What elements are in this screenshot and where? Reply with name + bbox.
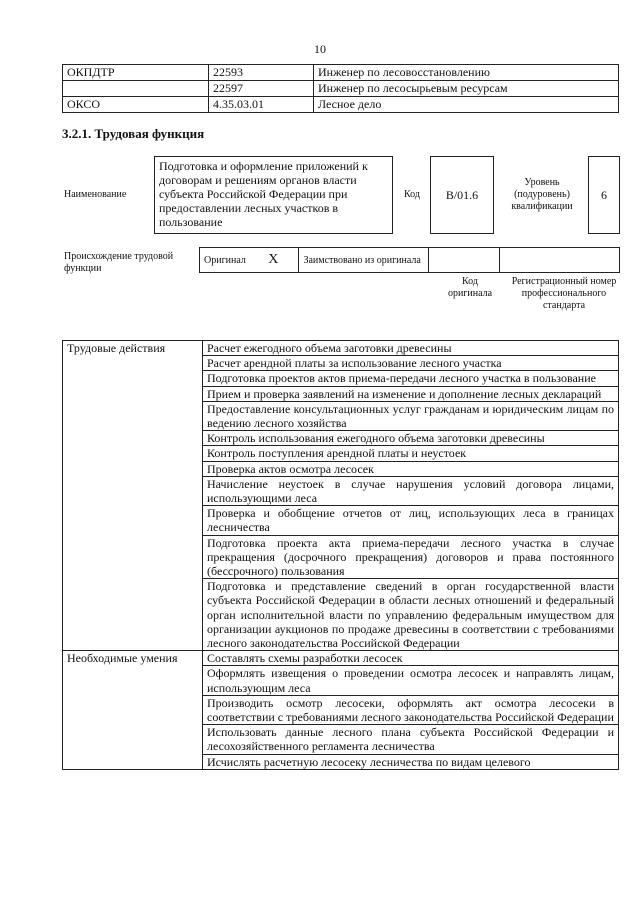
name-label: Наименование [64, 189, 127, 200]
list-item: Предоставление консультационных услуг гражданам и юридическим лицам по ведению лесного хозяйства [203, 401, 619, 430]
code-cell: 22597 [209, 81, 314, 97]
code-cell: 4.35.03.01 [209, 97, 314, 113]
list-item: Оформлять извещения о проведении осмотра лесосек и направлять лицам, использующим леса [203, 666, 619, 695]
original-label: Оригинал [200, 248, 265, 273]
function-details-table [62, 340, 619, 770]
origin-table [199, 247, 620, 273]
list-item: Проверка и обобщение отчетов от лиц, использующих леса в границах лесничества [203, 506, 619, 535]
list-item: Подготовка проектов актов приема-передачи лесного участка в пользование [203, 371, 619, 386]
code-name-cell: Инженер по лесосырьевым ресурсам [314, 81, 619, 97]
code-name-cell: Инженер по лесовосстановлению [314, 65, 619, 81]
codes-row [63, 81, 619, 97]
list-item: Начисление неустоек в случае нарушения условий договора лицами, использующими леса [203, 476, 619, 505]
code-type-cell: ОКПДТР [63, 65, 209, 81]
table-row [63, 341, 619, 356]
code-type-cell [63, 81, 209, 97]
section-heading: Необходимые умения [63, 651, 203, 770]
function-code [430, 156, 494, 234]
page-number: 10 [314, 42, 326, 56]
reg-number-label: Регистрационный номер профессионального стандарта [511, 276, 617, 311]
list-item: Проверка актов осмотра лесосек [203, 461, 619, 476]
reg-number-cell [500, 248, 620, 273]
list-item: Контроль использования ежегодного объема заготовки древесины [203, 431, 619, 446]
code-original-cell [429, 248, 500, 273]
codes-table [62, 64, 619, 113]
code-type-cell: ОКСО [63, 97, 209, 113]
list-item: Подготовка проекта акта приема-передачи лесного участка в случае прекращения (досрочного прекращения) договоров и права постоянного (бессрочного) пользования [203, 535, 619, 579]
code-original-label: Код оригинала [447, 276, 493, 299]
list-item: Контроль поступления арендной платы и неустоек [203, 446, 619, 461]
list-item: Расчет арендной платы за использование лесного участка [203, 356, 619, 371]
function-name: Подготовка и оформление приложений к договорам и решениям органов власти субъекта Российской Федерации при предоставлении лесных участков в пользование [154, 156, 393, 234]
section-heading: Трудовые действия [63, 341, 203, 651]
borrowed-label: Заимствовано из оригинала [299, 248, 429, 273]
origin-label: Происхождение трудовой функции [64, 251, 174, 274]
code-label: Код [404, 189, 420, 200]
function-code-value: B/01.6 [445, 187, 479, 202]
section-title: 3.2.1. Трудовая функция [62, 126, 205, 141]
codes-row [63, 65, 619, 81]
function-level [588, 156, 620, 234]
function-level-value: 6 [601, 187, 607, 202]
list-item: Расчет ежегодного объема заготовки древесины [203, 341, 619, 356]
list-item: Прием и проверка заявлений на изменение и дополнение лесных деклараций [203, 386, 619, 401]
original-mark: X [264, 248, 299, 273]
code-cell: 22593 [209, 65, 314, 81]
codes-row [63, 97, 619, 113]
list-item: Производить осмотр лесосеки, оформлять акт осмотра лесосеки в соответствии с требованиями лесного законодательства Российской Федерации [203, 695, 619, 724]
list-item: Подготовка и представление сведений в орган государственной власти субъекта Российской Федерации в области лесных отношений и федеральный орган исполнительной власти по управлению федеральным имуществом для организации аукционов по продаже древесины в соответствии с требованиями лесного законодательства Российской Федерации [203, 579, 619, 651]
list-item: Составлять схемы разработки лесосек [203, 651, 619, 666]
list-item: Использовать данные лесного плана субъекта Российской Федерации и лесохозяйственного регламента лесничества [203, 725, 619, 754]
code-name-cell: Лесное дело [314, 97, 619, 113]
table-row [63, 651, 619, 666]
list-item: Исчислять расчетную лесосеку лесничества по видам целевого [203, 754, 619, 769]
level-label: Уровень (подуровень) квалификации [511, 177, 573, 212]
